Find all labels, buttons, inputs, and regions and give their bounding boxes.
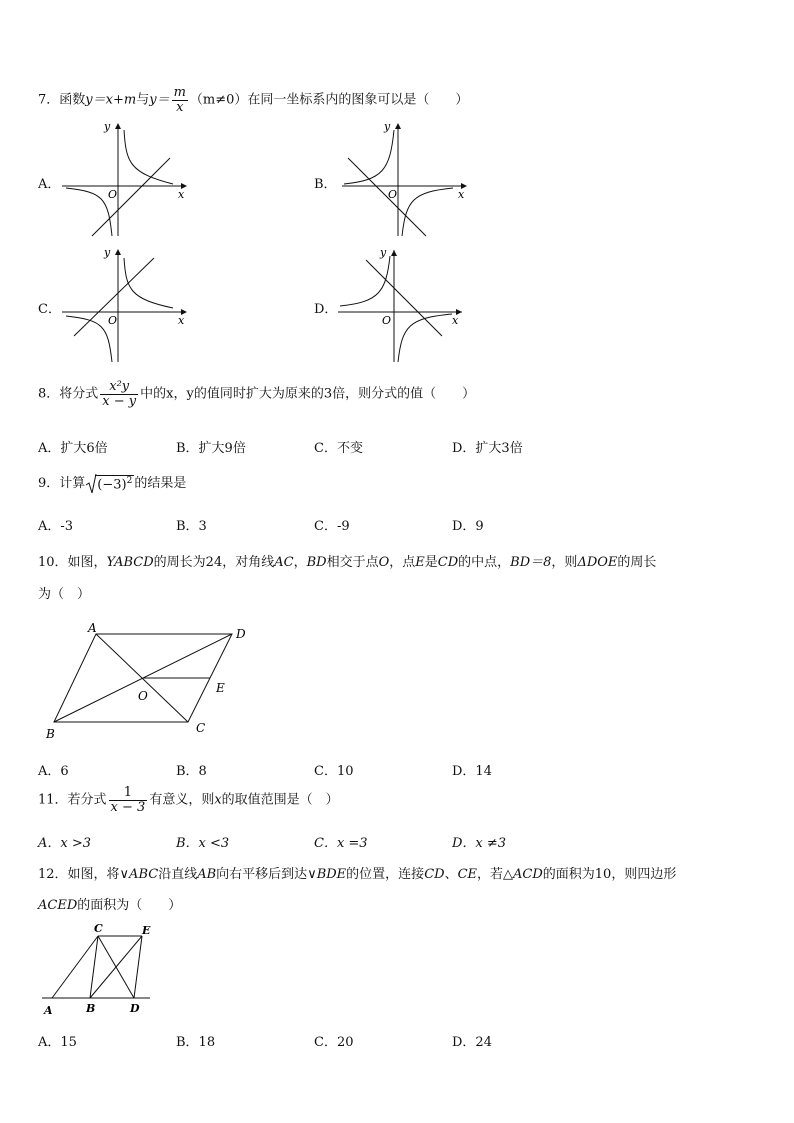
q10-text: ，点 [389,555,416,570]
hyperbola-branch [66,188,112,236]
q12-stem-line-2 [38,894,181,913]
q10-text: ， [293,555,307,570]
hyperbola-branch [66,316,112,362]
q10-stem-line-1 [38,551,656,570]
q10-option-a[interactable]: A．6 [38,764,69,779]
q10-segment-bd: BD [306,555,327,570]
q10-parallelogram: YABCD [106,555,154,570]
y-label: y [384,120,391,133]
label-d: D [236,627,246,641]
label-o: O [138,689,148,703]
origin-label: O [388,188,398,201]
q7-graph-d [334,244,468,366]
q12-triangle-abc: ∨ABC [119,867,159,882]
label-b: B [86,1002,96,1015]
q9-option-a[interactable]: A．-3 [38,519,74,534]
q12-text: ，若△ [477,867,514,882]
q11-option-a[interactable]: A．x >3 [38,836,92,851]
q8-text-2: 中的x，y的值同时扩大为原来的3倍，则分式的值（ ） [140,386,476,402]
q10-stem-line-2: 为（ ） [38,587,91,602]
line-graph [348,158,426,236]
hyperbola-branch [340,256,390,306]
q7-frac-den: x [176,99,184,115]
q7-option-b[interactable]: B． [314,177,337,192]
q9-option-c[interactable]: C．-9 [314,519,350,534]
x-label: x [178,314,185,327]
y-label: y [104,120,111,133]
hyperbola-branch [402,188,453,236]
q12-text: 、 [444,867,458,882]
q12-text: 的面积为10，则四边形 [542,867,677,882]
line-graph [366,260,442,336]
q9-text-2: 的结果是 [134,476,187,491]
q12-figure [38,918,168,1018]
y-label: y [380,246,387,259]
q7-condition: （m≠0） [189,92,248,108]
q12-triangle-bde: ∨BDE [307,867,347,882]
q10-option-c[interactable]: C．10 [314,764,354,779]
q12-text: 的位置，连接 [346,867,425,882]
q9-text-1: 计算 [59,476,86,491]
line-graph [92,158,170,236]
q11-option-d[interactable]: D．x ≠3 [452,836,507,851]
q10-option-d[interactable]: D．14 [452,764,492,779]
q12-text: 沿直线 [158,867,198,882]
q11-fraction [109,786,148,814]
q7-text-3: 在同一坐标系内的图象可以是（ ） [247,92,469,108]
q9-radicand: (−3) [97,477,127,493]
q10-text: 的中点， [458,555,511,570]
q7-fraction [172,86,188,114]
hyperbola-branch [398,314,452,362]
q11-text-1: 11．若分式 [38,792,107,808]
q9-exponent: 2 [126,475,133,486]
q12-line-ab: AB [197,867,217,882]
q10-text: 的周长 [617,555,657,570]
q12-option-a[interactable]: A．15 [38,1035,77,1050]
origin-label: O [382,314,392,327]
q11-variable: x [214,792,222,808]
segment-cd [98,936,134,998]
hyperbola-branch [124,258,173,308]
label-d: D [130,1002,140,1015]
q7-formula-1: y＝x+m [85,92,137,108]
q7-option-c[interactable]: C． [38,302,61,317]
label-e: E [142,924,151,937]
q9-option-b[interactable]: B．3 [176,519,207,534]
q10-segment-cd: CD [437,555,459,570]
q7-number: 7． [38,92,60,108]
hyperbola-branch [124,130,173,184]
q12-text: 的面积为（ ） [77,898,182,913]
q12-option-c[interactable]: C．20 [314,1035,354,1050]
q10-text: 是 [424,555,438,570]
q8-option-d[interactable]: D．扩大3倍 [452,441,523,456]
q8-frac-den: x − y [102,393,137,409]
q12-stem-line-1 [38,863,676,882]
q11-frac-den: x − 3 [110,799,146,815]
label-b: B [46,727,55,741]
q8-option-b[interactable]: B．扩大9倍 [176,441,246,456]
hyperbola-branch [344,130,394,184]
q10-text: 相交于点 [326,555,379,570]
q11-option-c[interactable]: C．x =3 [314,836,368,851]
q11-text-3: 的取值范围是（ ） [221,792,339,808]
q7-formula-2: y＝ [149,92,170,108]
q9-option-d[interactable]: D．9 [452,519,484,534]
q7-text-1: 函数 [59,92,86,108]
label-a: A [44,1004,53,1017]
origin-label: O [108,314,118,327]
q10-point-o: O [378,555,390,570]
q10-figure [40,618,270,744]
q12-option-b[interactable]: B．18 [176,1035,216,1050]
q8-text-1: 将分式 [59,386,99,402]
q8-frac-num: x²y [100,380,138,395]
q7-stem [38,86,468,114]
q12-segment-ce: CE [457,867,478,882]
label-a: A [88,621,97,635]
q10-triangle-doe: ΔDOE [577,555,618,570]
q9-stem [38,472,186,492]
q7-text-2: 与 [136,92,150,108]
q12-text: 12．如图，将 [38,867,120,882]
q10-text: 10．如图， [38,555,107,570]
q9-radical [85,475,134,492]
q7-option-a[interactable]: A． [38,177,61,192]
q10-bd-value: BD＝8 [510,555,552,570]
q12-option-d[interactable]: D．24 [452,1035,492,1050]
q10-text: ，则 [551,555,578,570]
q12-segment-cd: CD [424,867,445,882]
x-label: x [458,188,465,201]
q8-option-a[interactable]: A．扩大6倍 [38,441,108,456]
q9-number: 9． [38,476,60,491]
q12-quad-aced: ACED [38,898,78,913]
y-label: y [104,246,111,259]
q10-segment-ac: AC [274,555,294,570]
segment-ed [134,936,142,998]
q7-graph-a [58,118,192,240]
q10-option-b[interactable]: B．8 [176,764,207,779]
q11-option-b[interactable]: B．x <3 [176,836,230,851]
q8-option-c[interactable]: C．不变 [314,441,363,456]
q8-fraction [100,380,138,408]
q10-point-e: E [415,555,425,570]
q7-option-d[interactable]: D． [314,302,338,317]
q8-number: 8． [38,386,60,402]
label-e: E [216,681,225,695]
q7-graph-c [58,244,192,366]
q7-graph-b [338,118,472,240]
q8-stem [38,380,475,408]
label-c: C [94,922,103,935]
x-label: x [452,314,459,327]
q12-triangle-acd: ACD [513,867,543,882]
label-c: C [196,721,206,735]
x-label: x [178,188,185,201]
origin-label: O [108,188,118,201]
q12-text: 向右平移后到达 [216,867,308,882]
q7-frac-num: m [173,85,186,100]
q10-text: 的周长为24，对角线 [153,555,275,570]
q11-stem [38,786,339,814]
q11-frac-num: 1 [109,786,148,801]
q11-text-2: 有意义，则 [149,792,215,808]
